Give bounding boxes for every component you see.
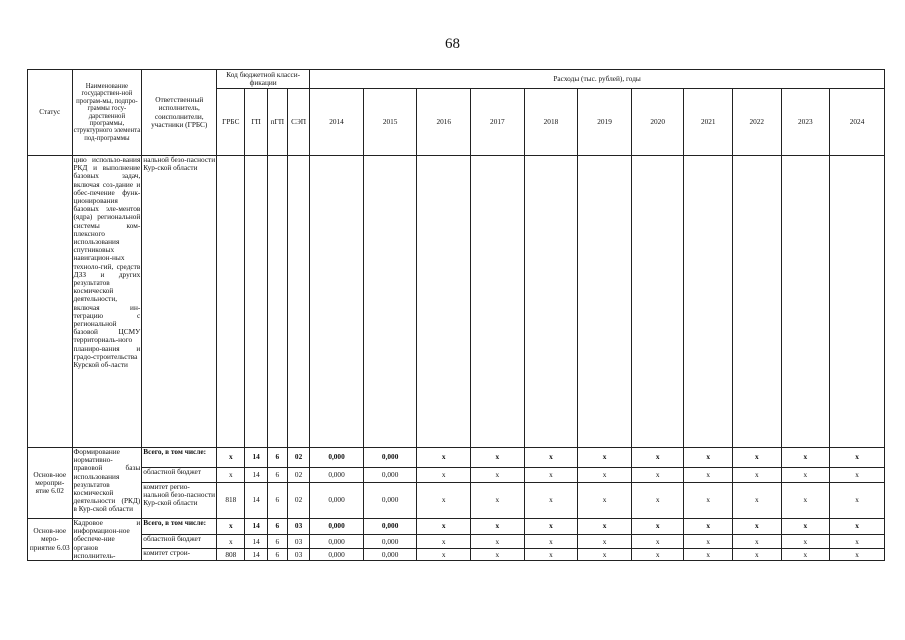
- expense-value: x: [733, 468, 782, 483]
- expense-value: x: [631, 534, 684, 549]
- code-cell-gp: 14: [245, 468, 267, 483]
- empty-cell: [830, 156, 885, 448]
- expense-value: x: [578, 549, 632, 561]
- code-cell-grbs: x: [217, 519, 245, 535]
- expense-value: x: [733, 534, 782, 549]
- expense-value: x: [471, 549, 525, 561]
- expense-value: x: [524, 534, 578, 549]
- header-code-pgp: пГП: [267, 89, 287, 156]
- executor-cell: Всего, в том числе:: [142, 448, 217, 468]
- expense-value: x: [578, 448, 632, 468]
- code-cell-pgp: 6: [267, 549, 287, 561]
- expense-value: 0,000: [310, 483, 364, 519]
- table-row: [28, 468, 885, 483]
- expense-value: 0,000: [310, 549, 364, 561]
- header-expenses: Расходы (тыс. рублей), годы: [310, 70, 885, 89]
- header-year: 2014: [310, 89, 364, 156]
- empty-cell: [245, 156, 267, 448]
- expense-value: x: [781, 468, 830, 483]
- header-year: 2017: [471, 89, 525, 156]
- expense-value: x: [830, 534, 885, 549]
- table-row: [28, 534, 885, 549]
- empty-cell: [417, 156, 471, 448]
- expense-value: x: [781, 483, 830, 519]
- expense-value: x: [631, 519, 684, 535]
- code-cell-sep: 03: [287, 549, 309, 561]
- header-year: 2018: [524, 89, 578, 156]
- header-year: 2019: [578, 89, 632, 156]
- code-cell-pgp: 6: [267, 534, 287, 549]
- empty-cell: [524, 156, 578, 448]
- table-row: [28, 549, 885, 561]
- header-code-grbs: ГРБС: [217, 89, 245, 156]
- header-executor: Ответственный исполнитель, соисполнители, участники (ГРБС): [142, 70, 217, 156]
- table-row: [28, 448, 885, 468]
- expense-value: x: [524, 519, 578, 535]
- expense-value: 0,000: [363, 468, 417, 483]
- expense-value: x: [781, 534, 830, 549]
- code-cell-sep: 03: [287, 534, 309, 549]
- code-cell-sep: 02: [287, 468, 309, 483]
- executor-cell: комитет регио-нальной безо-пасности Кур-ской области: [142, 483, 217, 519]
- expense-value: x: [733, 549, 782, 561]
- empty-cell: [578, 156, 632, 448]
- expense-value: x: [631, 483, 684, 519]
- expense-value: x: [684, 534, 733, 549]
- expense-value: x: [830, 448, 885, 468]
- expense-value: x: [781, 448, 830, 468]
- expense-value: x: [578, 519, 632, 535]
- code-cell-pgp: 6: [267, 519, 287, 535]
- code-cell-gp: 14: [245, 534, 267, 549]
- measure-status: Основ-ное меро-приятие 6.03: [28, 519, 73, 561]
- code-cell-grbs: x: [217, 448, 245, 468]
- code-cell-pgp: 6: [267, 468, 287, 483]
- header-row-1: [28, 70, 885, 89]
- expense-value: x: [471, 483, 525, 519]
- empty-cell: [267, 156, 287, 448]
- header-year: 2022: [733, 89, 782, 156]
- expense-value: x: [524, 468, 578, 483]
- expense-value: 0,000: [310, 519, 364, 535]
- expense-value: x: [471, 468, 525, 483]
- expense-value: x: [733, 483, 782, 519]
- expense-value: x: [733, 448, 782, 468]
- measure-name: Формирование нормативно-правовой базы использования результатов космической деятельности (РКД) в Кур-ской области: [72, 448, 142, 519]
- code-cell-grbs: x: [217, 534, 245, 549]
- code-cell-pgp: 6: [267, 448, 287, 468]
- measure-name: Кадровое и информацион-ное обеспече-ние органов исполнитель-: [73, 518, 141, 560]
- expense-value: x: [471, 448, 525, 468]
- header-code-sep: СЭП: [287, 89, 309, 156]
- table-row: [28, 519, 885, 535]
- code-cell-gp: 14: [245, 519, 267, 535]
- code-cell-gp: 14: [245, 549, 267, 561]
- code-cell-pgp: 6: [267, 483, 287, 519]
- header-year: 2015: [363, 89, 417, 156]
- expense-value: x: [830, 549, 885, 561]
- executor-cell: Всего, в том числе:: [142, 519, 217, 535]
- code-cell-gp: 14: [245, 448, 267, 468]
- header-year: 2020: [631, 89, 684, 156]
- expense-value: 0,000: [310, 468, 364, 483]
- code-cell-gp: 14: [245, 483, 267, 519]
- expense-value: x: [781, 519, 830, 535]
- expense-value: 0,000: [363, 448, 417, 468]
- expense-value: x: [417, 519, 471, 535]
- continuation-executor: нальной безо-пасности Кур-ской области: [142, 156, 217, 448]
- measures-body: [28, 448, 885, 561]
- table-row: [28, 483, 885, 519]
- expense-value: 0,000: [363, 549, 417, 561]
- continuation-status: [28, 156, 73, 448]
- expense-value: 0,000: [363, 519, 417, 535]
- expense-value: x: [631, 448, 684, 468]
- expense-value: 0,000: [363, 483, 417, 519]
- expense-value: x: [631, 549, 684, 561]
- expense-value: x: [417, 549, 471, 561]
- continuation-name: цию использо-вания РКД и выполнение базовых задач, включая соз-дание и обес-печение функ-ционирования базовых эле-ментов (ядра) региональной системы ком-плексного использования спутниковых навигацион-ных техноло-гий, средств ДЗЗ и других результатов космической деятельности, включая ин-теграцию с региональной базовой ЦСМУ территориаль-ного планиро-вания и градо-строительства Курской об-ласти: [72, 156, 142, 448]
- expense-value: x: [417, 534, 471, 549]
- budget-table: [27, 69, 885, 561]
- expense-value: x: [684, 483, 733, 519]
- empty-cell: [217, 156, 245, 448]
- expense-value: x: [830, 519, 885, 535]
- expense-value: x: [684, 549, 733, 561]
- empty-cell: [287, 156, 309, 448]
- code-cell-grbs: 818: [217, 483, 245, 519]
- expense-value: 0,000: [310, 534, 364, 549]
- expense-value: x: [684, 468, 733, 483]
- code-cell-sep: 02: [287, 483, 309, 519]
- header-program-name: Наименование государствен-ной програм-мы, подпро-граммы госу-дарственной программы, структурного элемента под-программы: [72, 70, 142, 156]
- executor-cell: областной бюджет: [142, 534, 217, 549]
- expense-value: x: [578, 483, 632, 519]
- expense-value: x: [781, 549, 830, 561]
- expense-value: x: [578, 534, 632, 549]
- expense-value: 0,000: [363, 534, 417, 549]
- empty-cell: [471, 156, 525, 448]
- code-cell-sep: 02: [287, 448, 309, 468]
- empty-cell: [684, 156, 733, 448]
- expense-value: x: [417, 483, 471, 519]
- empty-cell: [631, 156, 684, 448]
- empty-cell: [310, 156, 364, 448]
- expense-value: x: [578, 468, 632, 483]
- measure-status: Основ-ное меропри-ятие 6.02: [28, 448, 73, 519]
- empty-cell: [733, 156, 782, 448]
- expense-value: x: [524, 448, 578, 468]
- expense-value: x: [631, 468, 684, 483]
- expense-value: x: [471, 519, 525, 535]
- expense-value: x: [830, 468, 885, 483]
- executor-cell: областной бюджет: [142, 468, 217, 483]
- header-budget-code: Код бюджетной класси-фикации: [217, 70, 310, 89]
- expense-value: x: [524, 483, 578, 519]
- code-cell-sep: 03: [287, 519, 309, 535]
- empty-cell: [781, 156, 830, 448]
- header-status: Статус: [28, 70, 73, 156]
- header-code-gp: ГП: [245, 89, 267, 156]
- expense-value: x: [524, 549, 578, 561]
- continuation-row: [28, 156, 885, 448]
- code-cell-grbs: x: [217, 468, 245, 483]
- page-number: 68: [445, 36, 460, 52]
- header-year: 2016: [417, 89, 471, 156]
- expense-value: x: [830, 483, 885, 519]
- expense-value: x: [471, 534, 525, 549]
- header-year: 2024: [830, 89, 885, 156]
- expense-value: 0,000: [310, 448, 364, 468]
- expense-value: x: [733, 519, 782, 535]
- header-year: 2021: [684, 89, 733, 156]
- executor-cell: комитет строи-: [142, 549, 217, 561]
- code-cell-grbs: 808: [217, 549, 245, 561]
- expense-value: x: [417, 468, 471, 483]
- header-year: 2023: [781, 89, 830, 156]
- empty-cell: [363, 156, 417, 448]
- expense-value: x: [684, 519, 733, 535]
- expense-value: x: [417, 448, 471, 468]
- expense-value: x: [684, 448, 733, 468]
